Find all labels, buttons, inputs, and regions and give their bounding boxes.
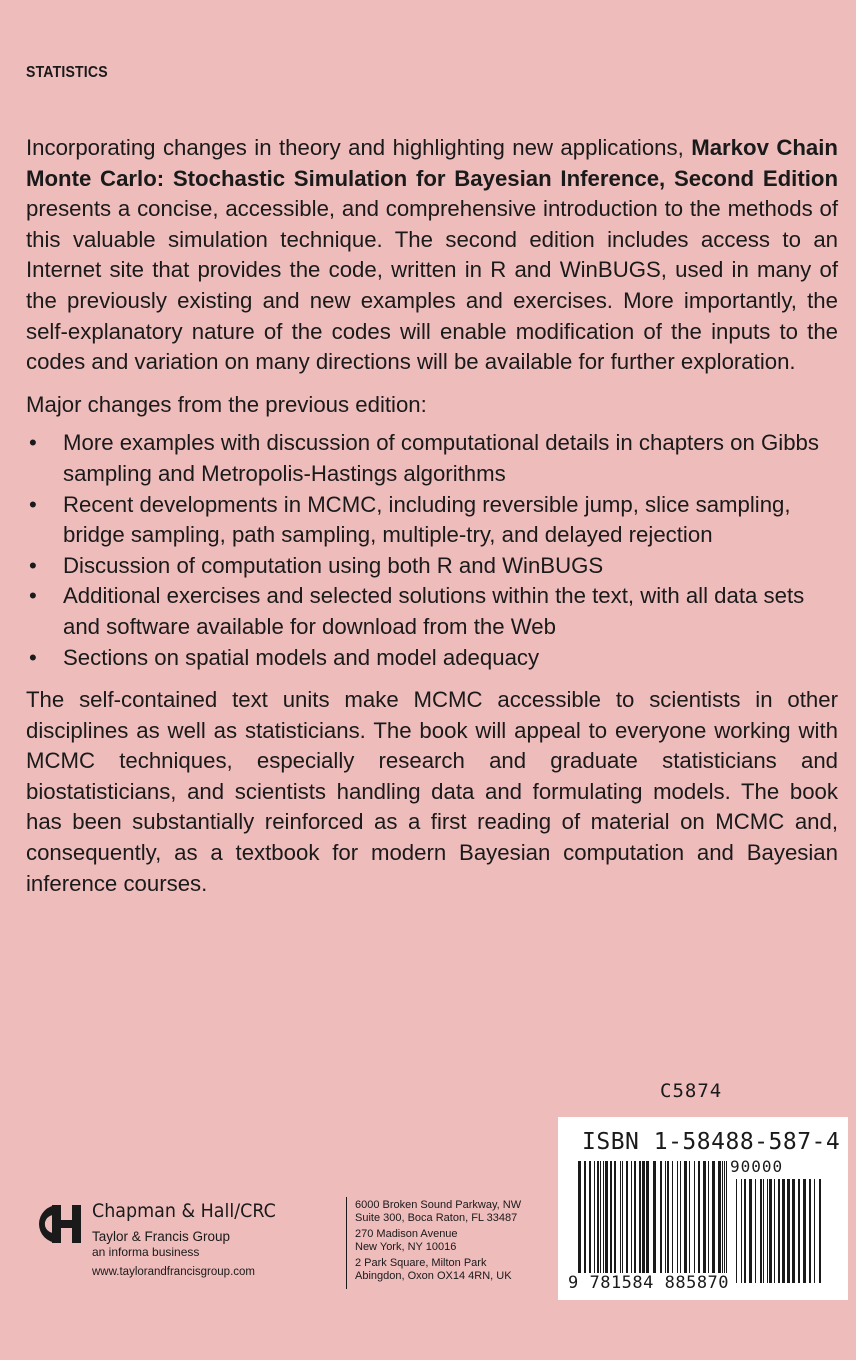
address-line: Suite 300, Boca Raton, FL 33487	[355, 1212, 518, 1224]
address-block	[355, 1228, 521, 1254]
address-divider	[346, 1197, 347, 1289]
address-line: 270 Madison Avenue	[355, 1228, 458, 1240]
category-label: STATISTICS	[26, 64, 108, 81]
changes-list	[26, 428, 838, 673]
list-item-text: Recent developments in MCMC, including reversible jump, slice sampling, bridge sampling, path sampling, multiple-try, and delayed rejection	[63, 491, 791, 548]
address-line: 6000 Broken Sound Parkway, NW	[355, 1199, 522, 1211]
address-block	[355, 1257, 521, 1283]
chapman-hall-logo-icon	[28, 1201, 86, 1247]
closing-paragraph: The self-contained text units make MCMC accessible to scientists in other disciplines as well as statisticians. The book will appeal to everyone working with MCMC techniques, especially research and graduate statisticians and biostatisticians, and scientists handling data and formulating models. The book has been substantially reinforced as a first reading of material on MCMC and, consequently, as a textbook for modern Bayesian computation and Bayesian inference courses.	[26, 687, 838, 896]
address-line: New York, NY 10016	[355, 1241, 457, 1253]
list-item	[26, 428, 838, 489]
address-line: Abingdon, Oxon OX14 4RN, UK	[355, 1270, 512, 1282]
changes-heading: Major changes from the previous edition:	[26, 391, 427, 417]
list-item	[26, 490, 838, 551]
isbn-label: ISBN 1-58488-587-4	[582, 1129, 841, 1155]
barcode-addon: 90000	[730, 1157, 784, 1176]
publisher-group: Taylor & Francis Group	[92, 1229, 231, 1244]
bullet-icon: •	[29, 430, 37, 456]
intro-text-start: Incorporating changes in theory and highlighting new applications,	[26, 135, 692, 160]
ean-number: 9 781584 885870	[568, 1273, 730, 1293]
publisher-website: www.taylorandfrancisgroup.com	[92, 1266, 255, 1278]
intro-paragraph	[26, 133, 838, 378]
isbn-barcode	[558, 1117, 848, 1300]
intro-text-end: presents a concise, accessible, and comprehensive introduction to the methods of this valuable simulation technique. The second edition includes access to an Internet site that provides the code, written in R and WinBUGS, used in many of the previously existing and new examples and exercises. More importantly, the self-explanatory nature of the codes will enable modification of the inputs to the codes and variation on many directions will be available for further exploration.	[26, 196, 838, 375]
list-item-text: Additional exercises and selected solutions within the text, with all data sets and software available for download from the Web	[63, 583, 805, 639]
publisher-addresses	[355, 1199, 521, 1286]
address-line: 2 Park Square, Milton Park	[355, 1257, 487, 1269]
list-item-text: Sections on spatial models and model adequacy	[63, 644, 540, 670]
book-title: Markov Chain Monte Carlo: Stochastic Simulation for Bayesian Inference, Second Edition	[26, 135, 838, 191]
list-item-text: More examples with discussion of computational details in chapters on Gibbs sampling and Metropolis-Hastings algorithms	[63, 430, 819, 486]
publisher-tagline: an informa business	[92, 1245, 200, 1259]
address-block	[355, 1199, 521, 1225]
catalog-code: C5874	[660, 1080, 723, 1102]
list-item-text: Discussion of computation using both R and WinBUGS	[63, 552, 604, 578]
bullet-icon: •	[29, 552, 37, 578]
bullet-icon: •	[29, 644, 37, 670]
list-item	[26, 643, 838, 674]
list-item	[26, 551, 838, 582]
bullet-icon: •	[29, 583, 37, 609]
bullet-icon: •	[29, 491, 37, 517]
back-cover-description	[26, 133, 838, 899]
list-item	[26, 581, 838, 642]
publisher-name: Chapman & Hall/CRC	[92, 1200, 276, 1222]
